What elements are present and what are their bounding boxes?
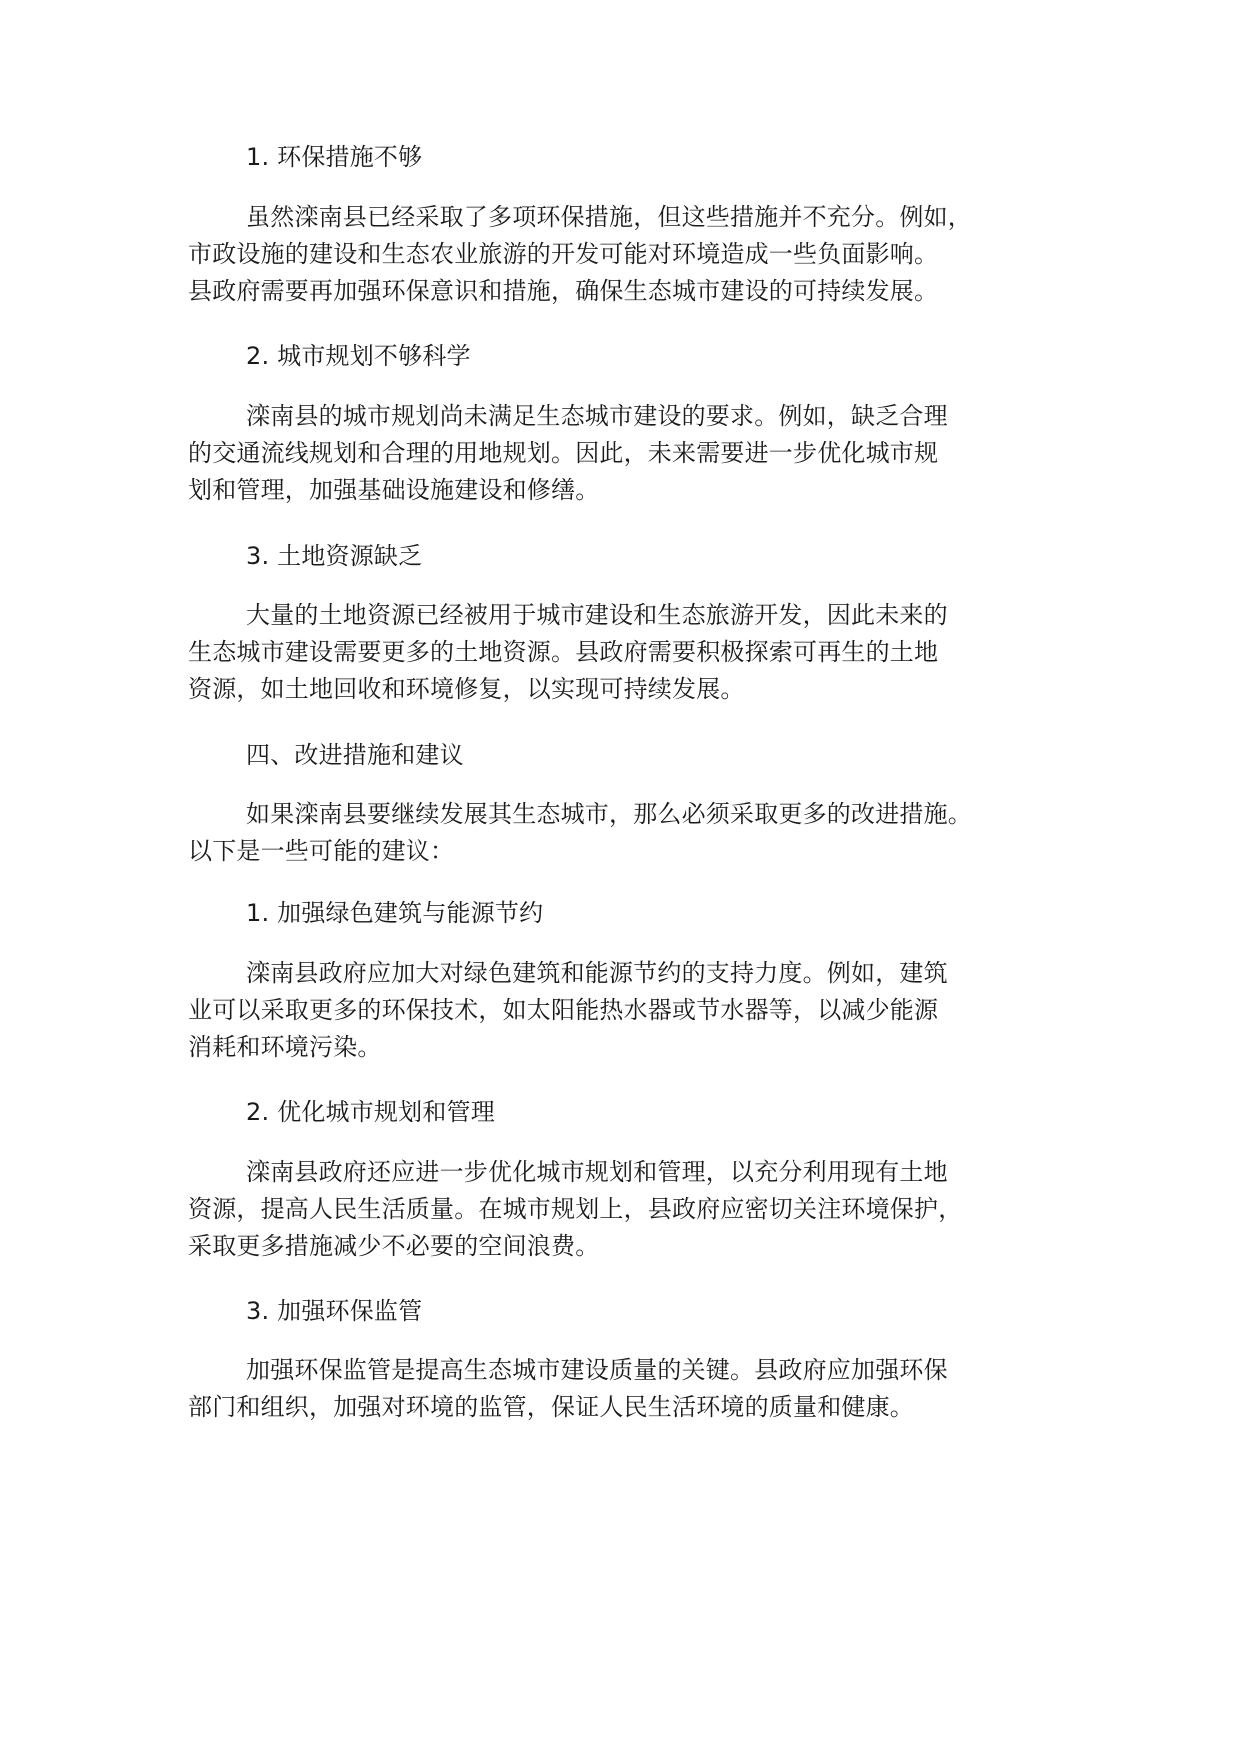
paragraph-line: 业可以采取更多的环保技术，如太阳能热水器或节水器等，以减少能源: [188, 996, 939, 1024]
paragraph-line: 采取更多措施减少不必要的空间浪费。: [188, 1232, 600, 1260]
heading-line: 3. 加强环保监管: [246, 1297, 423, 1325]
paragraph-line: 资源，如土地回收和环境修复，以实现可持续发展。: [188, 675, 745, 703]
paragraph-line: 生态城市建设需要更多的土地资源。县政府需要积极探索可再生的土地: [188, 638, 939, 666]
paragraph-line: 部门和组织，加强对环境的监管，保证人民生活环境的质量和健康。: [188, 1393, 914, 1421]
paragraph-line: 滦南县政府应加大对绿色建筑和能源节约的支持力度。例如，建筑: [246, 959, 948, 987]
section-heading-environmental-measures: [188, 139, 1088, 176]
paragraph-line: 的交通流线规划和合理的用地规划。因此，未来需要进一步优化城市规: [188, 439, 939, 467]
heading-line: 2. 优化城市规划和管理: [246, 1098, 495, 1126]
paragraph-improvements-intro: [188, 796, 1088, 870]
heading-line: 1. 环保措施不够: [246, 143, 423, 171]
paragraph-urban-planning: [188, 398, 1088, 509]
section-heading-green-building: [188, 895, 1088, 932]
paragraph-line: 以下是一些可能的建议：: [188, 837, 455, 865]
paragraph-line: 划和管理，加强基础设施建设和修缮。: [188, 476, 600, 504]
paragraph-line: 资源，提高人民生活质量。在城市规划上，县政府应密切关注环境保护，: [188, 1195, 963, 1223]
paragraph-line: 虽然滦南县已经采取了多项环保措施，但这些措施并不充分。例如，: [246, 203, 972, 231]
paragraph-line: 如果滦南县要继续发展其生态城市，那么必须采取更多的改进措施。: [246, 800, 972, 828]
paragraph-environmental-measures: [188, 199, 1088, 310]
heading-line: 2. 城市规划不够科学: [246, 342, 471, 370]
section-heading-urban-planning: [188, 338, 1088, 375]
paragraph-line: 县政府需要再加强环保意识和措施，确保生态城市建设的可持续发展。: [188, 277, 939, 305]
heading-line: 1. 加强绿色建筑与能源节约: [246, 899, 544, 927]
paragraph-environmental-supervision: [188, 1352, 1088, 1426]
paragraph-line: 市政设施的建设和生态农业旅游的开发可能对环境造成一些负面影响。: [188, 240, 939, 268]
paragraph-optimize-planning: [188, 1154, 1088, 1265]
section-heading-land-resources: [188, 538, 1088, 575]
paragraph-land-resources: [188, 597, 1088, 708]
paragraph-line: 加强环保监管是提高生态城市建设质量的关键。县政府应加强环保: [246, 1356, 948, 1384]
paragraph-line: 消耗和环境污染。: [188, 1033, 382, 1061]
section-heading-optimize-planning: [188, 1094, 1088, 1131]
heading-line: 3. 土地资源缺乏: [246, 542, 423, 570]
section-heading-improvements: [188, 737, 1088, 774]
paragraph-line: 滦南县政府还应进一步优化城市规划和管理，以充分利用现有土地: [246, 1158, 948, 1186]
paragraph-green-building: [188, 955, 1088, 1066]
paragraph-line: 大量的土地资源已经被用于城市建设和生态旅游开发，因此未来的: [246, 601, 948, 629]
heading-line: 四、改进措施和建议: [246, 741, 464, 769]
paragraph-line: 滦南县的城市规划尚未满足生态城市建设的要求。例如，缺乏合理: [246, 402, 948, 430]
section-heading-environmental-supervision: [188, 1293, 1088, 1330]
